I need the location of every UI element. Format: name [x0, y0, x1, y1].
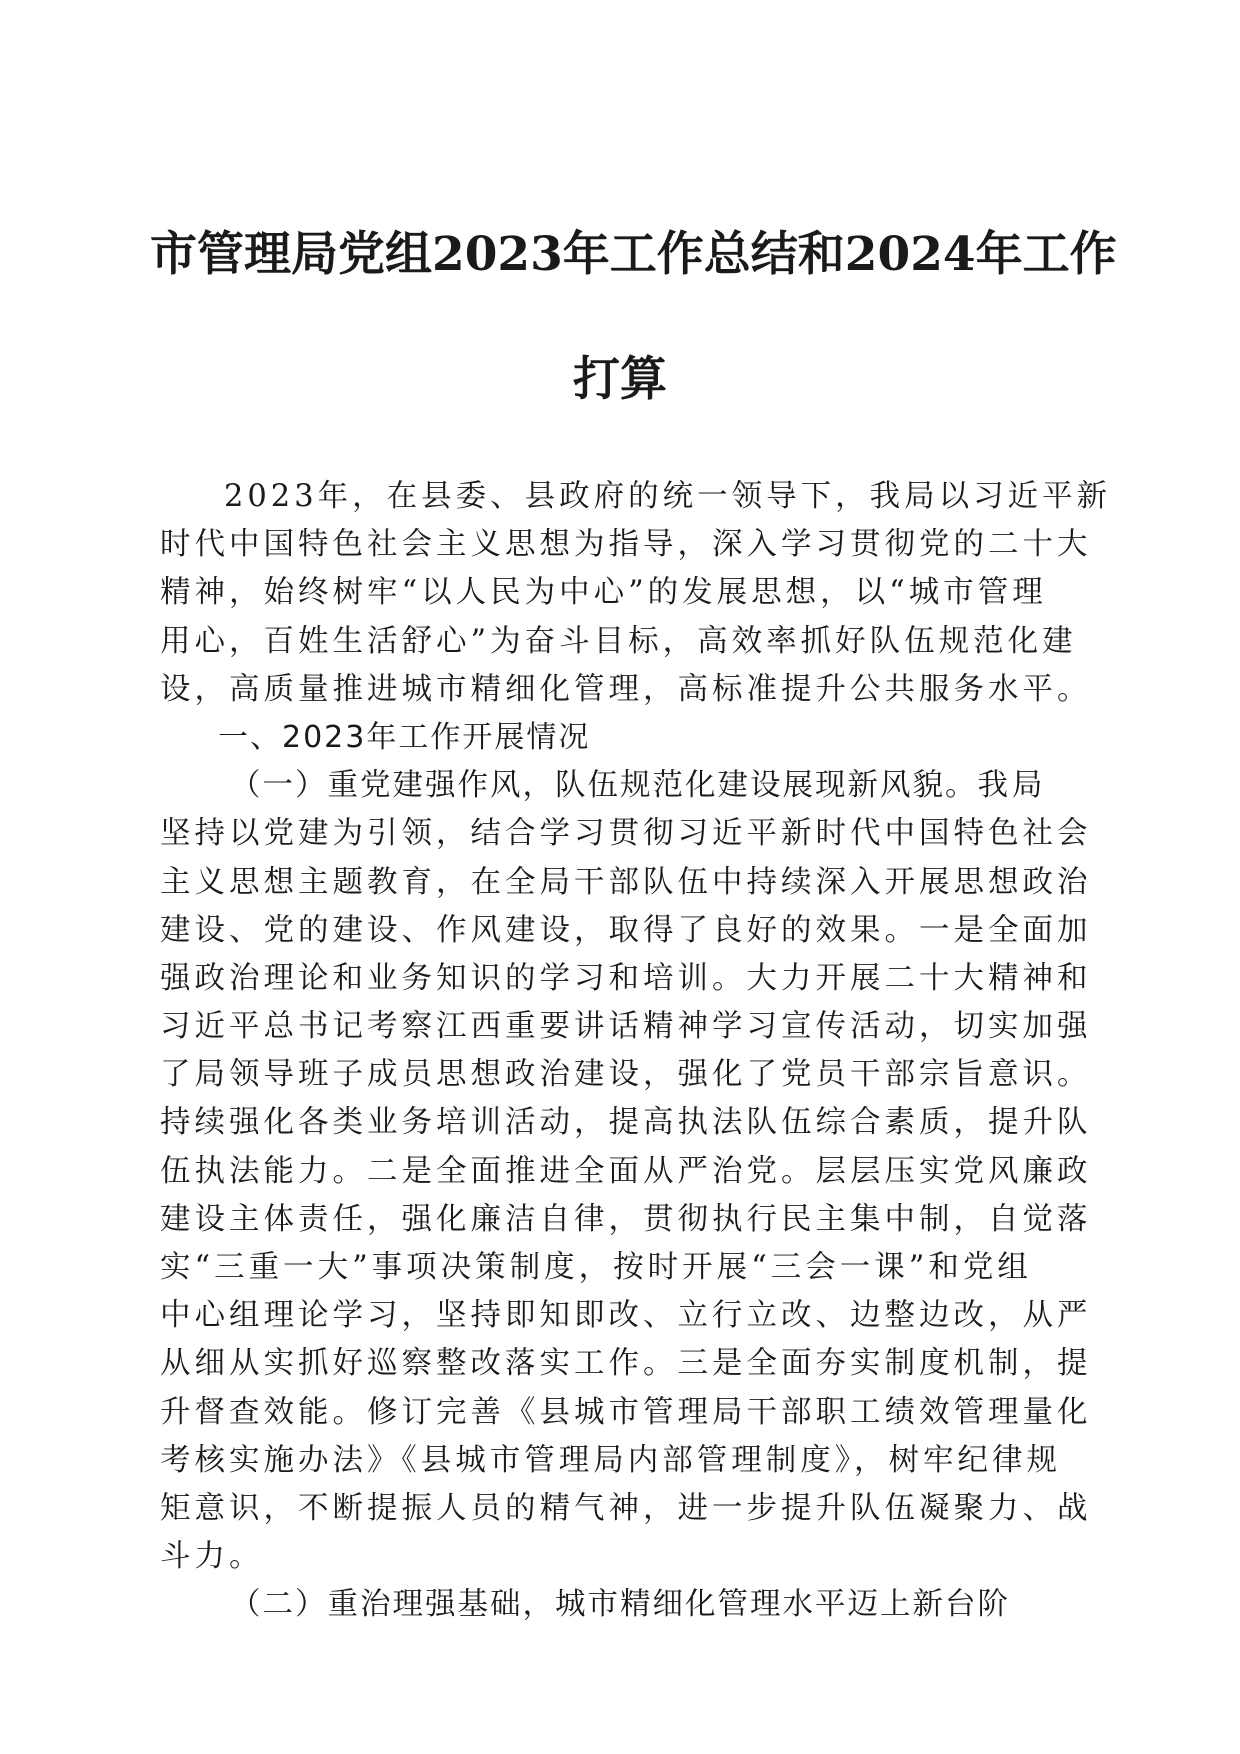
paragraph-line: 主义思想主题教育，在全局干部队伍中持续深入开展思想政治 [160, 864, 1092, 900]
section1-heading: 一、2023年工作开展情况 [218, 719, 591, 755]
document-title-line2: 打算 [573, 352, 667, 407]
subsection1-first-line [160, 762, 1080, 810]
paragraph-line: 升督查效能。修订完善《县城市管理局干部职工绩效管理量化 [160, 1394, 1092, 1430]
paragraph-line: 斗力。 [160, 1539, 264, 1575]
paragraph-line: 坚持以党建为引领，结合学习贯彻习近平新时代中国特色社会 [160, 816, 1092, 852]
intro-line: 用心，百姓生活舒心”为奋斗目标，高效率抓好队伍规范化建 [160, 623, 1077, 659]
paragraph-line: 建设主体责任，强化廉洁自律，贯彻执行民主集中制，自觉落 [160, 1201, 1092, 1237]
paragraph-line: 实“三重一大”事项决策制度，按时开展“三会一课”和党组 [160, 1250, 1032, 1285]
paragraph-line: 矩意识，不断提振人员的精气神，进一步提升队伍凝聚力、战 [160, 1490, 1092, 1526]
subsection2-heading: （二）重治理强基础，城市精细化管理水平迈上新台阶 [230, 1587, 1010, 1623]
paragraph-line: 中心组理论学习，坚持即知即改、立行立改、边整边改，从严 [160, 1298, 1092, 1334]
paragraph-line: 建设、党的建设、作风建设，取得了良好的效果。一是全面加 [160, 912, 1092, 948]
intro-line: 设，高质量推进城市精细化管理，高标准提升公共服务水平。 [160, 671, 1092, 707]
document-body [160, 473, 1112, 1630]
paragraph-line: 习近平总书记考察江西重要讲话精神学习宣传活动，切实加强 [160, 1009, 1092, 1045]
intro-line: 时代中国特色社会主义思想为指导，深入学习贯彻党的二十大 [160, 527, 1092, 563]
paragraph-line: 强政治理论和业务知识的学习和培训。大力开展二十大精神和 [160, 960, 1092, 996]
paragraph-line: 了局领导班子成员思想政治建设，强化了党员干部宗旨意识。 [160, 1057, 1092, 1093]
subsection1-text: 我局 [977, 768, 1047, 804]
paragraph-line: 考核实施办法》《县城市管理局内部管理制度》，树牢纪律规 [160, 1442, 1061, 1478]
intro-line: 2023年，在县委、县政府的统一领导下，我局以习近平新 [224, 479, 1112, 514]
document-title-line1: 市管理局党组2023年工作总结和2024年工作 [150, 227, 1117, 282]
intro-line: 精神，始终树牢“以人民为中心”的发展思想，以“城市管理 [160, 575, 1047, 611]
paragraph-line: 从细从实抓好巡察整改落实工作。三是全面夯实制度机制，提 [160, 1346, 1092, 1382]
paragraph-line: 伍执法能力。二是全面推进全面从严治党。层层压实党风廉政 [160, 1153, 1092, 1189]
paragraph-line: 持续强化各类业务培训活动，提高执法队伍综合素质，提升队 [160, 1105, 1092, 1141]
subsection1-heading: （一）重党建强作风，队伍规范化建设展现新风貌。 [230, 768, 978, 804]
